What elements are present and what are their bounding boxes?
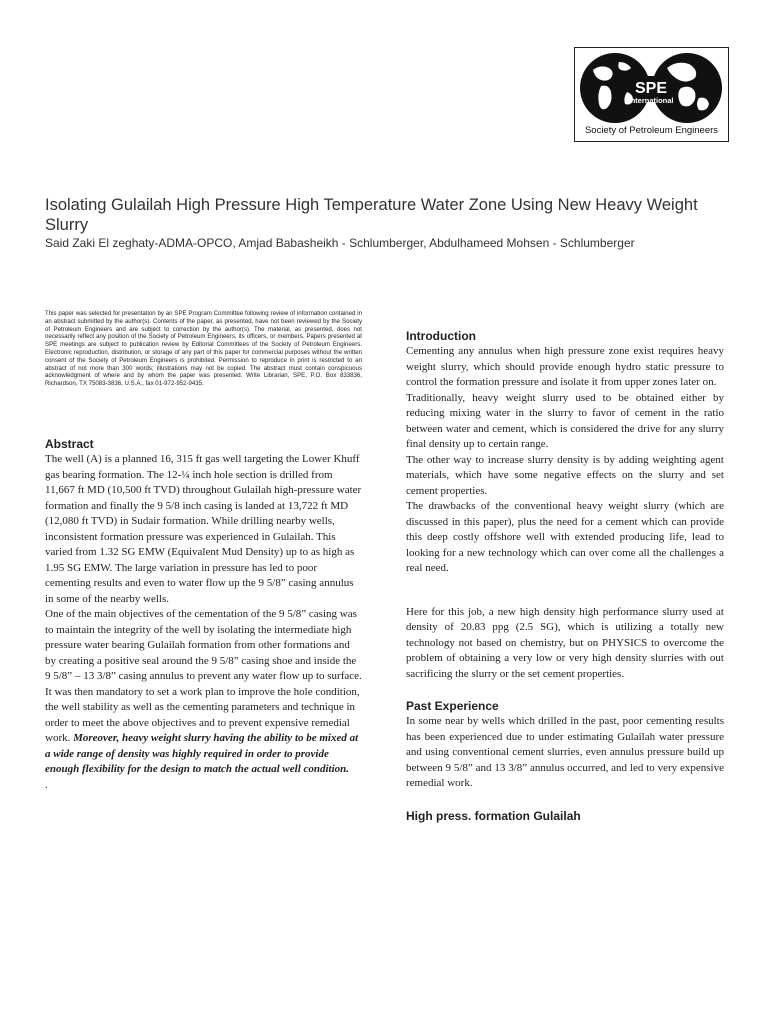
abstract-paragraph-2: One of the main objectives of the cementation of the 9 5/8” casing was to maintain the integrity of the well by isolating the intermediate high pressure water bearing Gulailah formation from other formations and by creating a positive seal around the 9 5/8” casing shoe and inside the 9 5/8” – 13 3/8” casing annulus to prevent any water flow up to surface. bbox=[45, 608, 362, 682]
intro-paragraph-2: Traditionally, heavy weight slurry used to be obtained either by reducing mixing water in the slurry to favor of cement in the ratio between water and cement, which is considered the drive for any slurry final density up to certain range. bbox=[406, 391, 724, 450]
past-experience-heading: Past Experience bbox=[406, 699, 499, 713]
left-column bbox=[45, 436, 363, 793]
globe-logo-icon bbox=[575, 48, 727, 126]
spe-logo bbox=[574, 47, 729, 142]
logo-caption: Society of Petroleum Engineers bbox=[584, 125, 719, 136]
next-section-heading: High press. formation Gulailah bbox=[406, 808, 581, 823]
abstract-emphasis: Moreover, heavy weight slurry having the ability to be mixed at a wide range of density was highly required in order to provide enough flexibility for the design to match the actual well condition. bbox=[45, 732, 359, 775]
introduction-heading: Introduction bbox=[406, 329, 476, 343]
abstract-paragraph-3 bbox=[45, 685, 363, 778]
abstract-heading: Abstract bbox=[45, 437, 94, 451]
intro-paragraph-5: Here for this job, a new high density high performance slurry used at density of 20.83 ppg (2.5 SG), which is utilizing a totally new technology not based on chemistry, but on PHYSICS to overcome the problem of obtaining a very low or very high density slurries with out sacrificing the slurry or the set cement properties. bbox=[406, 605, 724, 680]
intro-paragraph-3: The other way to increase slurry density is by adding weighting agent materials, which have some negative effects on the slurry and set cement properties. bbox=[406, 453, 724, 497]
logo-name: SPE bbox=[634, 80, 668, 97]
intro-paragraph-1: Cementing any annulus when high pressure zone exist requires heavy weight slurry, which should provide enough hydro static pressure to control the formation pressure and isolate it from upper zones later on. bbox=[406, 345, 724, 388]
abstract-trailing-dot: . bbox=[45, 778, 48, 791]
abstract-paragraph-3-text: It was then mandatory to set a work plan to improve the hole condition, the well stability as well as the cementing parameters and technique in order to meet the above objectives and to prevent expensive remedial work. bbox=[45, 685, 360, 744]
paper-title: Isolating Gulailah High Pressure High Temperature Water Zone Using New Heavy Weight Slurry bbox=[45, 196, 698, 234]
paper-authors: Said Zaki El zeghaty-ADMA-OPCO, Amjad Babasheikh - Schlumberger, Abdulhameed Mohsen - Schlumberger bbox=[45, 236, 635, 250]
intro-paragraph-4: The drawbacks of the conventional heavy weight slurry (which are discussed in this paper), plus the need for a cement which can provide this deep costly offshore well with extended producing life, lead to looking for a new technology which can over come all the challenges a real need. bbox=[406, 500, 724, 574]
past-paragraph-1: In some near by wells which drilled in the past, poor cementing results has been experienced due to under estimating Gulailah water pressure and using conventional cement slurries, even annulus pressure build up between 9 5/8” and 13 3/8” annulus occurred, and led to very expensive remedial work. bbox=[406, 715, 724, 789]
right-column bbox=[406, 328, 724, 824]
logo-sub: International bbox=[628, 96, 674, 105]
copyright-notice: This paper was selected for presentation by an SPE Program Committee following review of information contained in an abstract submitted by the author(s). Contents of the paper, as presented, have not been reviewed by the Society of Petroleum Engineers and are subject to correction by the author(s). The material, as presented, does not necessarily reflect any position of the Society of Petroleum Engineers, its officers, or members. Papers presented at SPE meetings are subject to publication review by Editorial Committees of the Society of Petroleum Engineers. Electronic reproduction, distribution, or storage of any part of this paper for commercial purposes without the written consent of the Society of Petroleum Engineers is prohibited. Permission to reproduce in print is restricted to an abstract of not more than 300 words; illustrations may not be copied. The abstract must contain conspicuous acknowledgment of where and by whom the paper was presented. Write Librarian, SPE, P.O. Box 833836, Richardson, TX 75083-3836, U.S.A., fax 01-972-952-9435. bbox=[45, 310, 362, 388]
abstract-paragraph-1: The well (A) is a planned 16, 315 ft gas well targeting the Lower Khuff gas bearing formation. The 12-¼ inch hole section is drilled from 11,667 ft MD (10,500 ft TVD) throughout Gulailah high-pressure water formation and finally the 9 5/8 inch casing is landed at 13,722 ft MD (12,080 ft TVD) in Sudair formation. While drilling nearby wells, inconsistent formation pressure was experienced in Gulailah. This varied from 1.32 SG EMW (Equivalent Mud Density) up to as high as 1.95 SG EMW. The large variation in pressure has led to poor cementing results and even to water flow up the 9 5/8” casing annulus in some of the nearby wells. bbox=[45, 453, 362, 605]
